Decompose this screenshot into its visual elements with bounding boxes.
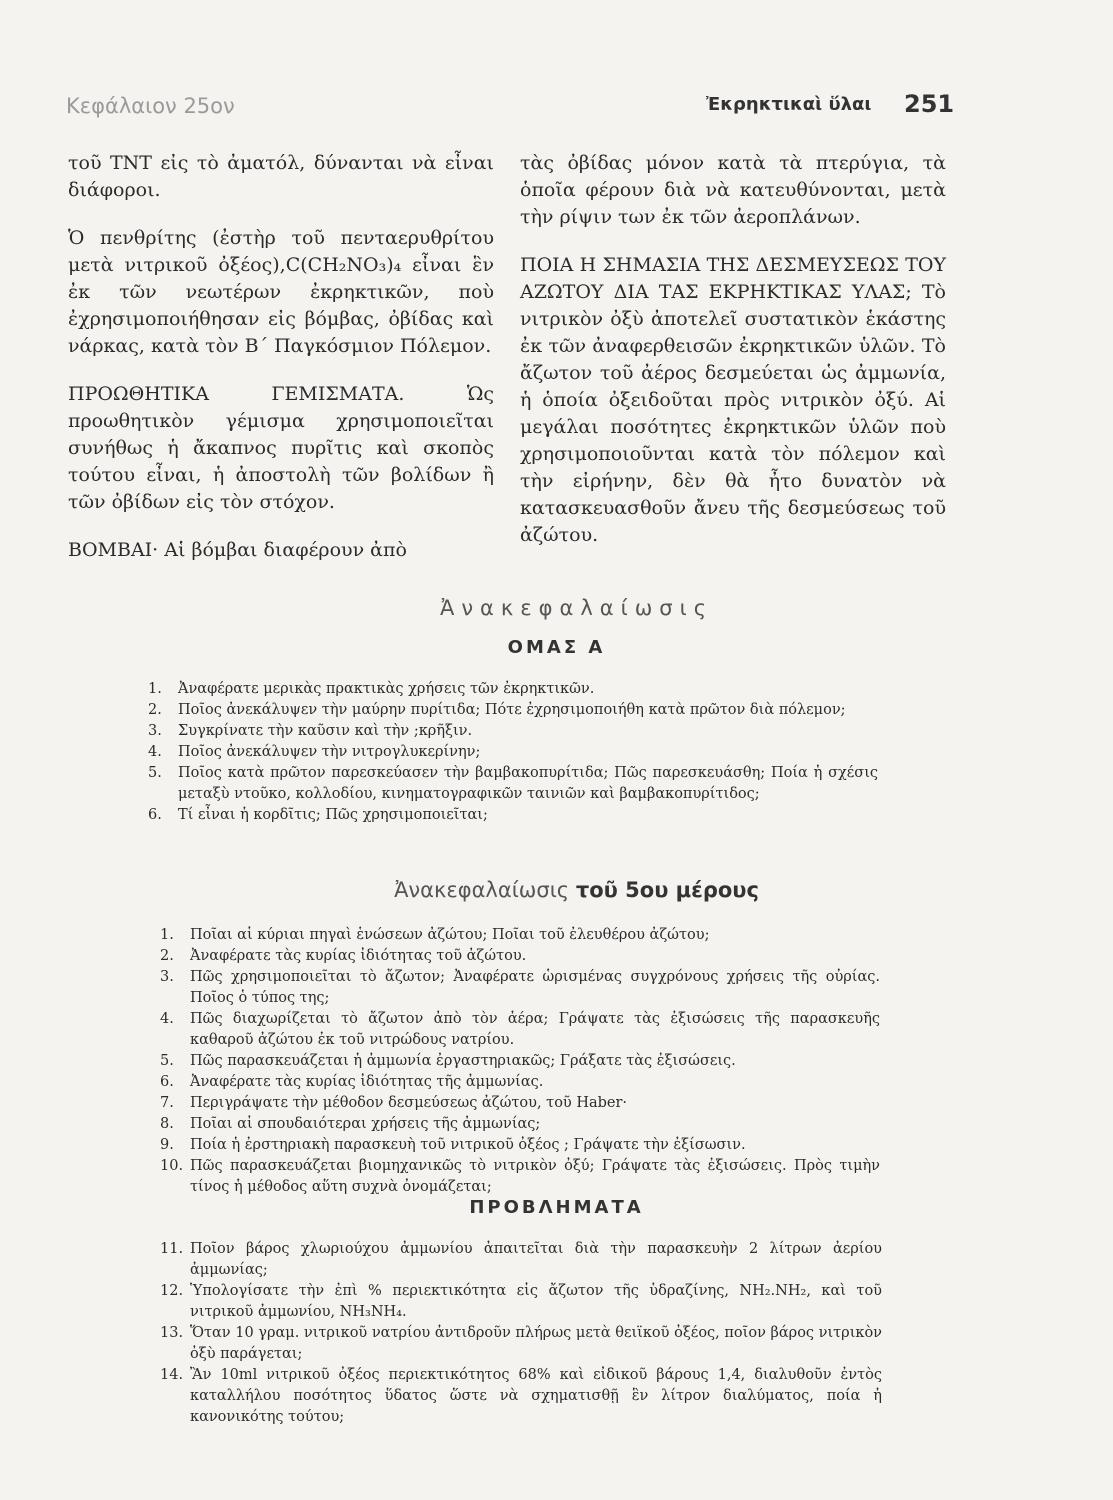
group-questions (148, 679, 878, 826)
list-item (160, 1093, 880, 1114)
item-text: Πῶς παρασκευάζεται ἡ ἀμμωνία ἐργαστηριακῶς; Γράξατε τὰς ἐξισώσεις. (190, 1053, 736, 1069)
list-item (160, 1135, 880, 1156)
part-recap-title-main: Ἀνακεφαλαίωσις (394, 878, 570, 902)
list-item (148, 721, 878, 742)
item-text: Ποῖον βάρος χλωριούχου ἀμμωνίου ἀπαιτεῖται διὰ τὴν παρασκευὴν 2 λίτρων ἀερίου ἀμμωνίας; (190, 1241, 882, 1278)
right-column (520, 150, 946, 570)
group-title: ΟΜΑΣ Α (507, 637, 606, 658)
list-item (160, 1156, 880, 1198)
item-number: 13. (160, 1325, 184, 1341)
paragraph: τὰς ὀβίδας μόνον κατὰ τὰ πτερύγια, τὰ ὁποῖα φέρουν διὰ νὰ κατευθύνονται, μετὰ τὴν ρίψιν των ἐκ τῶν ἀεροπλάνων. (520, 152, 946, 228)
item-text: Ὅταν 10 γραμ. νιτρικοῦ νατρίου ἀντιδροῦν πλήρως μετὰ θειϊκοῦ ὀξέος, ποῖον βάρος νιτρικὸν ὀξὺ παράγεται; (190, 1325, 882, 1362)
item-text: Ποῖος κατὰ πρῶτον παρεσκεύασεν τὴν βαμβακοπυρίτιδα; Πῶς παρεσκευάσθη; Ποία ἡ σχέσις μεταξὺ ντοῦκο, κολλοδίου, κινηματογραφικῶν ταινιῶν καὶ βαμβακοπυρίτιδος; (178, 765, 878, 802)
item-text: Ποῖος ἀνεκάλυψεν τὴν μαύρην πυρίτιδα; Πότε ἐχρησιμοποιήθη κατὰ πρῶτον διὰ πόλεμον; (178, 702, 846, 718)
item-text: Ἂν 10ml νιτρικοῦ ὀξέος περιεκτικότητος 68% καὶ εἰδικοῦ βάρους 1,4, διαλυθοῦν ἐντὸς καταλλήλου ποσότητος ὕδατος ὥστε νὰ σχηματισθῇ ἓν λίτρον διαλύματος, ποία ἡ κανονικότης τούτου; (190, 1367, 882, 1425)
list-item (160, 1009, 880, 1051)
item-number: 6. (148, 807, 162, 823)
item-number: 3. (160, 969, 174, 985)
item-number: 9. (160, 1137, 174, 1153)
page-number: 251 (904, 90, 955, 118)
part-questions (160, 925, 880, 1198)
problems-title: ΠΡΟΒΛΗΜΑΤΑ (469, 1197, 644, 1218)
item-text: Ποῖαι αἱ σπουδαιότεραι χρήσεις τῆς ἀμμωνίας; (190, 1116, 541, 1132)
list-item (160, 1114, 880, 1135)
item-number: 4. (160, 1011, 174, 1027)
item-text: Πῶς παρασκευάζεται βιομηχανικῶς τὸ νιτρικὸν ὀξύ; Γράψατε τὰς ἐξισώσεις. Πρὸς τιμὴν τίνος ἡ μέθοδος αὕτη συχνὰ ὀνομάζεται; (190, 1158, 880, 1195)
item-text: Ποῖαι αἱ κύριαι πηγαὶ ἑνώσεων ἀζώτου; Ποῖαι τοῦ ἐλευθέρου ἀζώτου; (190, 927, 710, 943)
list-item (160, 1323, 882, 1365)
item-number: 10. (160, 1158, 184, 1174)
item-number: 6. (160, 1074, 174, 1090)
item-number: 1. (148, 681, 162, 697)
list-item (148, 679, 878, 700)
recap-title: Ἀνακεφαλαίωσις (439, 596, 714, 620)
item-number: 12. (160, 1283, 184, 1299)
list-item (160, 1072, 880, 1093)
item-text: Συγκρίνατε τὴν καῦσιν καὶ τὴν ;κρῆξιν. (178, 723, 473, 739)
item-number: 5. (160, 1053, 174, 1069)
list-item (160, 1051, 880, 1072)
left-column (68, 150, 494, 585)
paragraph: Ὁ πενθρίτης (ἐστὴρ τοῦ πενταερυθρίτου μετὰ νιτρικοῦ ὀξέος),C(CH₂NO₃)₄ εἶναι ἓν ἐκ τῶν νεωτέρων ἐκρηκτικῶν, ποὺ ἐχρησιμοποιήθησαν εἰς βόμβας, ὀβίδας καὶ νάρκας, κατὰ τὸν Β΄ Παγκόσμιον Πόλεμον. (68, 227, 494, 357)
list-item (160, 1365, 882, 1428)
item-number: 2. (160, 948, 174, 964)
item-text: Ἀναφέρατε τὰς κυρίας ἰδιότητας τοῦ ἀζώτου. (190, 948, 527, 964)
section-header: Ἐκρηκτικαὶ ὕλαι (706, 94, 872, 115)
paragraph: τοῦ TNT εἰς τὸ ἀματόλ, δύνανται νὰ εἶναι διάφοροι. (68, 152, 494, 201)
item-number: 3. (148, 723, 162, 739)
item-text: Ὑπολογίσατε τὴν ἐπὶ % περιεκτικότητα εἰς ἄζωτον τῆς ὑδραζίνης, NH₂.NH₂, καὶ τοῦ νιτρικοῦ ἀμμωνίου, NH₃NH₄. (190, 1283, 882, 1320)
list-item (148, 742, 878, 763)
item-text: Περιγράψατε τὴν μέθοδον δεσμεύσεως ἀζώτου, τοῦ Haber· (190, 1095, 628, 1111)
list-item (160, 967, 880, 1009)
chapter-header: Κεφάλαιον 25ον (66, 94, 235, 118)
item-number: 14. (160, 1367, 184, 1383)
item-text: Ἀναφέρατε μερικὰς πρακτικὰς χρήσεις τῶν ἐκρηκτικῶν. (178, 681, 595, 697)
item-number: 2. (148, 702, 162, 718)
list-item (148, 700, 878, 721)
item-number: 4. (148, 744, 162, 760)
item-number: 11. (160, 1241, 184, 1257)
item-text: Ποῖος ἀνεκάλυψεν τὴν νιτρογλυκερίνην; (178, 744, 481, 760)
item-number: 1. (160, 927, 174, 943)
item-number: 7. (160, 1095, 174, 1111)
list-item (160, 925, 880, 946)
item-text: Ποία ἡ ἐρστηριακὴ παρασκευὴ τοῦ νιτρικοῦ ὀξέος ; Γράψατε τὴν ἐξίσωσιν. (190, 1137, 746, 1153)
part-recap-title (20, 878, 1113, 902)
item-text: Τί εἶναι ἡ κορδῖτις; Πῶς χρησιμοποιεῖται; (178, 807, 488, 823)
item-number: 5. (148, 765, 162, 781)
part-recap-title-suffix: τοῦ 5ου μέρους (575, 878, 759, 902)
item-text: Πῶς διαχωρίζεται τὸ ἄζωτον ἀπὸ τὸν ἀέρα; Γράψατε τὰς ἐξισώσεις τῆς παρασκευῆς καθαροῦ ἀζώτου ἐκ τοῦ νιτρώδους νατρίου. (190, 1011, 880, 1048)
paragraph: ΒΟΜΒΑΙ· Αἱ βόμβαι διαφέρουν ἀπὸ (68, 539, 407, 561)
item-number: 8. (160, 1116, 174, 1132)
list-item (160, 1281, 882, 1323)
list-item (160, 1239, 882, 1281)
list-item (160, 946, 880, 967)
list-item (148, 763, 878, 805)
list-item (148, 805, 878, 826)
paragraph: ΠΟΙΑ Η ΣΗΜΑΣΙΑ ΤΗΣ ΔΕΣΜΕΥΣΕΩΣ ΤΟΥ ΑΖΩΤΟΥ ΔΙΑ ΤΑΣ ΕΚΡΗΚΤΙΚΑΣ ΥΛΑΣ; Τὸ νιτρικὸν ὀξὺ ἀποτελεῖ συστατικὸν ἑκάστης ἐκ τῶν ἀναφερθεισῶν ἐκρηκτικῶν ὑλῶν. Τὸ ἄζωτον τοῦ ἀέρος δεσμεύεται ὡς ἀμμωνία, ἡ ὁποία ὀξειδοῦται πρὸς νιτρικὸν ὀξύ. Αἱ μεγάλαι ποσότητες ἐκρηκτικῶν ὑλῶν ποὺ χρησιμοποιοῦνται κατὰ τὸν πόλεμον καὶ τὴν εἰρήνην, δὲν θὰ ἦτο δυνατὸν νὰ κατασκευασθοῦν ἄνευ τῆς δεσμεύσεως τοῦ ἀζώτου. (520, 254, 946, 546)
item-text: Ἀναφέρατε τὰς κυρίας ἰδιότητας τῆς ἀμμωνίας. (190, 1074, 544, 1090)
item-text: Πῶς χρησιμοποιεῖται τὸ ἄζωτον; Ἀναφέρατε ὡρισμένας συγχρόνους χρήσεις τῆς οὐρίας. Ποῖος ὁ τύπος της; (190, 969, 880, 1006)
problems-list (160, 1239, 882, 1428)
paragraph: ΠΡΟΩΘΗΤΙΚΑ ΓΕΜΙΣΜΑΤΑ. Ὡς προωθητικὸν γέμισμα χρησιμοποιεῖται συνήθως ἡ ἄκαπνος πυρῖτις καὶ σκοπὸς τούτου εἶναι, ἡ ἀποστολὴ τῶν βολίδων ἢ τῶν ὀβίδων εἰς τὸν στόχον. (68, 383, 494, 513)
